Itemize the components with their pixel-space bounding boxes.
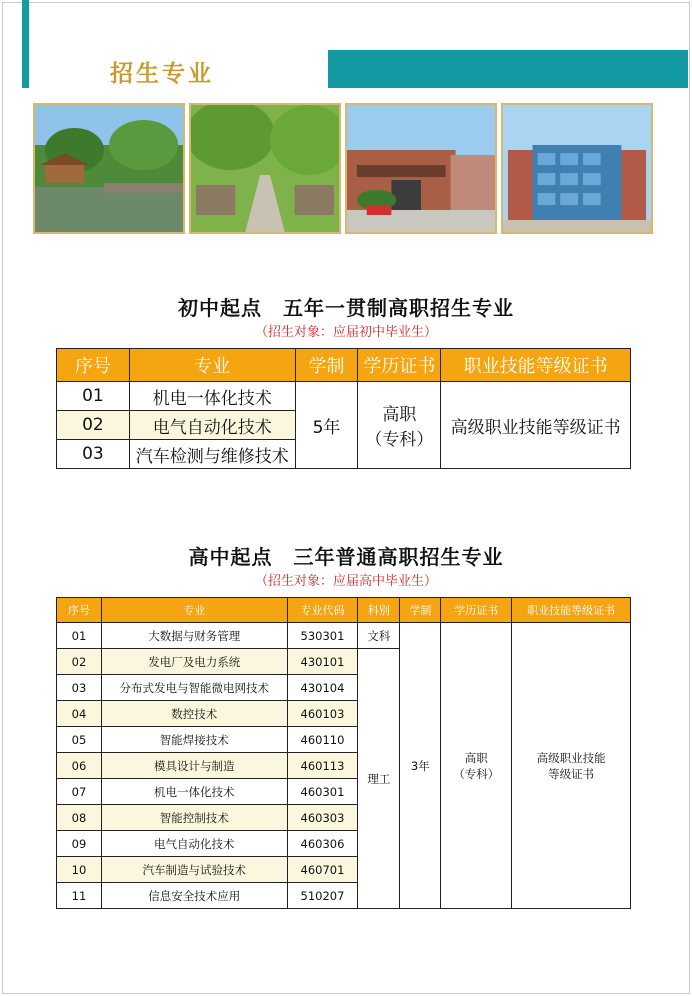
row-no: 01 [57, 623, 102, 649]
program1-title: 初中起点 五年一贯制高职招生专业 [178, 296, 514, 320]
row-no: 07 [57, 779, 102, 805]
header-no: 序号 [57, 598, 102, 623]
row-major: 模具设计与制造 [101, 753, 287, 779]
row-no: 06 [57, 753, 102, 779]
row-no: 03 [57, 675, 102, 701]
row-major: 汽车检测与维修技术 [129, 440, 295, 469]
table-header-row [57, 349, 631, 382]
row-no: 02 [57, 649, 102, 675]
header-skill-cert: 职业技能等级证书 [441, 349, 631, 382]
photo-school-building [345, 103, 497, 234]
row-no: 08 [57, 805, 102, 831]
row-no: 10 [57, 857, 102, 883]
row-no: 02 [57, 411, 130, 440]
cert-cell [358, 382, 441, 469]
row-code: 430101 [287, 649, 358, 675]
header-major: 专业 [101, 598, 287, 623]
category-arts-cell: 文科 [358, 623, 400, 649]
row-no: 04 [57, 701, 102, 727]
row-code: 510207 [287, 883, 358, 909]
row-code: 460110 [287, 727, 358, 753]
section-title: 招生专业 [110, 61, 214, 87]
program1-table [56, 348, 631, 469]
row-code: 460306 [287, 831, 358, 857]
skill-cert-cell [512, 623, 631, 909]
row-major: 机电一体化技术 [129, 382, 295, 411]
row-no: 01 [57, 382, 130, 411]
row-no: 03 [57, 440, 130, 469]
duration-cell: 5年 [295, 382, 358, 469]
photo-pavilion-pond [33, 103, 185, 234]
header-duration: 学制 [295, 349, 358, 382]
header-no: 序号 [57, 349, 130, 382]
row-code: 530301 [287, 623, 358, 649]
cert-line1: 高职 [464, 750, 488, 765]
row-major: 电气自动化技术 [101, 831, 287, 857]
program2-subtitle: （招生对象：应届高中毕业生） [254, 574, 437, 589]
skill-line2: 等级证书 [548, 766, 595, 781]
row-major: 汽车制造与试验技术 [101, 857, 287, 883]
accent-bar [22, 0, 29, 88]
table-row [57, 623, 631, 649]
row-major: 分布式发电与智能微电网技术 [101, 675, 287, 701]
row-code: 430104 [287, 675, 358, 701]
category-sci-cell: 理工 [358, 649, 400, 909]
row-no: 05 [57, 727, 102, 753]
row-major: 信息安全技术应用 [101, 883, 287, 909]
table-header-row [57, 598, 631, 623]
header-band [328, 50, 688, 88]
program1-subtitle: （招生对象：应届初中毕业生） [254, 325, 437, 340]
photo-strip [33, 103, 653, 234]
row-major: 发电厂及电力系统 [101, 649, 287, 675]
skill-cert-cell: 高级职业技能等级证书 [441, 382, 631, 469]
program2-title: 高中起点 三年普通高职招生专业 [188, 545, 504, 569]
row-code: 460303 [287, 805, 358, 831]
header-major: 专业 [129, 349, 295, 382]
row-major: 机电一体化技术 [101, 779, 287, 805]
row-code: 460301 [287, 779, 358, 805]
skill-line1: 高级职业技能 [536, 750, 606, 765]
header-category: 科别 [358, 598, 400, 623]
cert-line2: （专科） [365, 430, 434, 450]
row-no: 09 [57, 831, 102, 857]
row-code: 460103 [287, 701, 358, 727]
header-cert: 学历证书 [358, 349, 441, 382]
row-major: 智能焊接技术 [101, 727, 287, 753]
header-cert: 学历证书 [441, 598, 512, 623]
row-major: 智能控制技术 [101, 805, 287, 831]
photo-glass-building [501, 103, 653, 234]
row-no: 11 [57, 883, 102, 909]
row-code: 460701 [287, 857, 358, 883]
photo-campus-walkway [189, 103, 341, 234]
cert-line1: 高职 [382, 405, 417, 425]
header-code: 专业代码 [287, 598, 358, 623]
row-major: 大数据与财务管理 [101, 623, 287, 649]
table-row [57, 382, 631, 411]
header-skill-cert: 职业技能等级证书 [512, 598, 631, 623]
row-code: 460113 [287, 753, 358, 779]
cert-cell [441, 623, 512, 909]
cert-line2: （专科） [453, 766, 500, 781]
row-major: 数控技术 [101, 701, 287, 727]
row-major: 电气自动化技术 [129, 411, 295, 440]
program2-table [56, 597, 631, 909]
header-duration: 学制 [400, 598, 441, 623]
duration-cell: 3年 [400, 623, 441, 909]
